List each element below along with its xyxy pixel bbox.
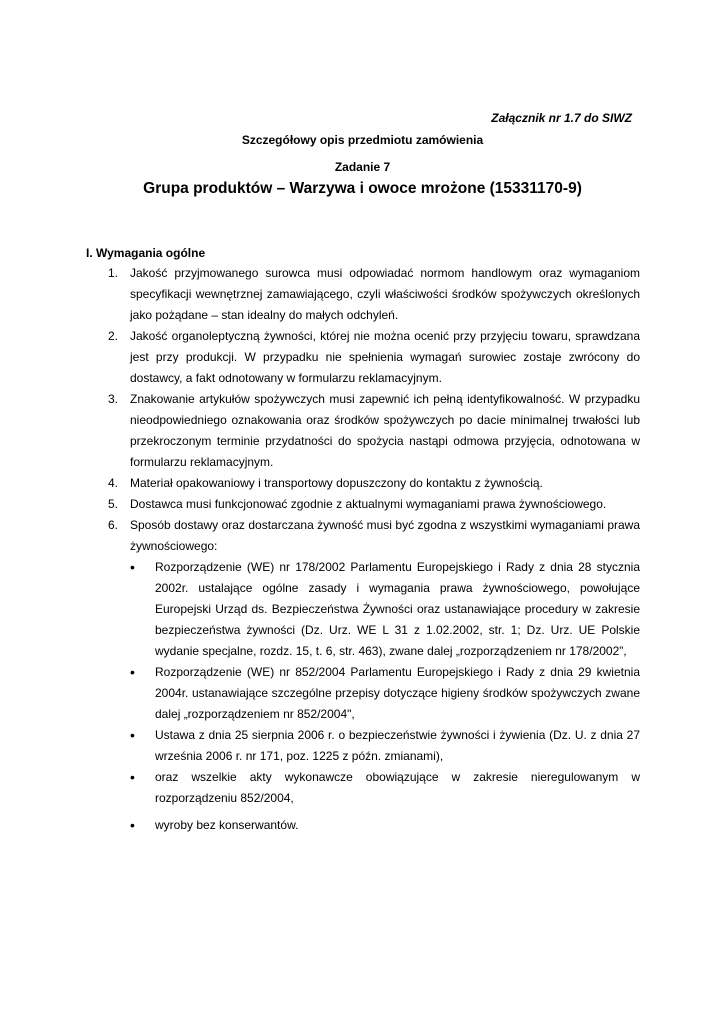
item-number: 3. bbox=[108, 392, 119, 406]
task-label: Zadanie 7 bbox=[334, 160, 391, 174]
item-number: 6. bbox=[108, 518, 119, 532]
item-text: Znakowanie artykułów spożywczych musi zapewnić ich pełną identyfikowalność. W przypadku nieodpowiedniego oznakowania oraz środków spożywczych po dacie minimalnej trwałości lub przekroczonym terminie przydatności do spożycia nastąpi odmowa przyjęcia, odnotowana w formularzu reklamacyjnym. bbox=[130, 392, 640, 469]
bullet-icon: • bbox=[130, 727, 135, 743]
legal-acts-list bbox=[130, 557, 640, 836]
item-number: 2. bbox=[108, 329, 119, 343]
list-item bbox=[108, 326, 640, 389]
page-title: Grupa produktów – Warzywa i owoce mrożone (15331170-9) bbox=[143, 180, 582, 197]
item-text: Dostawca musi funkcjonować zgodnie z aktualnymi wymaganiami prawa żywnościowego. bbox=[130, 497, 607, 511]
bullet-text: oraz wszelkie akty wykonawcze obowiązujące w zakresie nieregulowanym w rozporządzeniu 852/2004, bbox=[155, 770, 640, 805]
bullet-item bbox=[130, 557, 640, 662]
bullet-text: Ustawa z dnia 25 sierpnia 2006 r. o bezpieczeństwie żywności i żywienia (Dz. U. z dnia 27 września 2006 r. nr 171, poz. 1225 z późn. zmianami), bbox=[155, 728, 640, 763]
item-text: Materiał opakowaniowy i transportowy dopuszczony do kontaktu z żywnością. bbox=[130, 476, 543, 490]
bullet-text: Rozporządzenie (WE) nr 852/2004 Parlamentu Europejskiego i Rady z dnia 29 kwietnia 2004r. ustanawiające szczególne przepisy dotyczące higieny środków spożywczych zwane dalej „rozporządzeniem nr 852/2004", bbox=[155, 665, 640, 721]
bullet-text: wyroby bez konserwantów. bbox=[155, 818, 299, 832]
bullet-item bbox=[130, 662, 640, 725]
bullet-icon: • bbox=[130, 769, 135, 785]
item-number: 5. bbox=[108, 497, 119, 511]
item-number: 4. bbox=[108, 476, 119, 490]
list-item bbox=[108, 515, 640, 836]
document-subtitle: Szczegółowy opis przedmiotu zamówienia bbox=[241, 133, 484, 147]
bullet-item bbox=[130, 815, 640, 836]
list-item bbox=[108, 263, 640, 326]
bullet-icon: • bbox=[130, 559, 135, 575]
requirements-list bbox=[108, 263, 640, 836]
item-number: 1. bbox=[108, 266, 119, 280]
list-item bbox=[108, 389, 640, 473]
bullet-item bbox=[130, 767, 640, 809]
bullet-icon: • bbox=[130, 817, 135, 833]
bullet-text: Rozporządzenie (WE) nr 178/2002 Parlamentu Europejskiego i Rady z dnia 28 stycznia 2002r. ustalające ogólne zasady i wymagania prawa żywnościowego, powołujące Europejski Urząd ds. Bezpieczeństwa Żywności oraz ustanawiające procedury w zakresie bezpieczeństwa żywności (Dz. Urz. WE L 31 z 1.02.2002, str. 1; Dz. Urz. UE Polskie wydanie specjalne, rozdz. 15, t. 6, str. 463), zwane dalej „rozporządzeniem nr 178/2002”, bbox=[155, 560, 640, 658]
list-item bbox=[108, 473, 640, 494]
item-text: Jakość przyjmowanego surowca musi odpowiadać normom handlowym oraz wymaganiom specyfikacji wewnętrznej zamawiającego, czyli właściwości środków spożywczych określonych jako pożądane – stan idealny do małych odchyleń. bbox=[130, 266, 640, 322]
item-text: Jakość organoleptyczną żywności, której nie można ocenić przy przyjęciu towaru, sprawdzana jest przy produkcji. W przypadku nie spełnienia wymagań surowiec zostaje zwrócony do dostawcy, a fakt odnotowany w formularzu reklamacyjnym. bbox=[130, 329, 640, 385]
item-text: Sposób dostawy oraz dostarczana żywność musi być zgodna z wszystkimi wymaganiami prawa żywnościowego: bbox=[130, 518, 640, 553]
attachment-label: Załącznik nr 1.7 do SIWZ bbox=[491, 111, 632, 125]
bullet-item bbox=[130, 725, 640, 767]
bullet-icon: • bbox=[130, 664, 135, 680]
list-item bbox=[108, 494, 640, 515]
section-heading: I. Wymagania ogólne bbox=[86, 246, 206, 260]
